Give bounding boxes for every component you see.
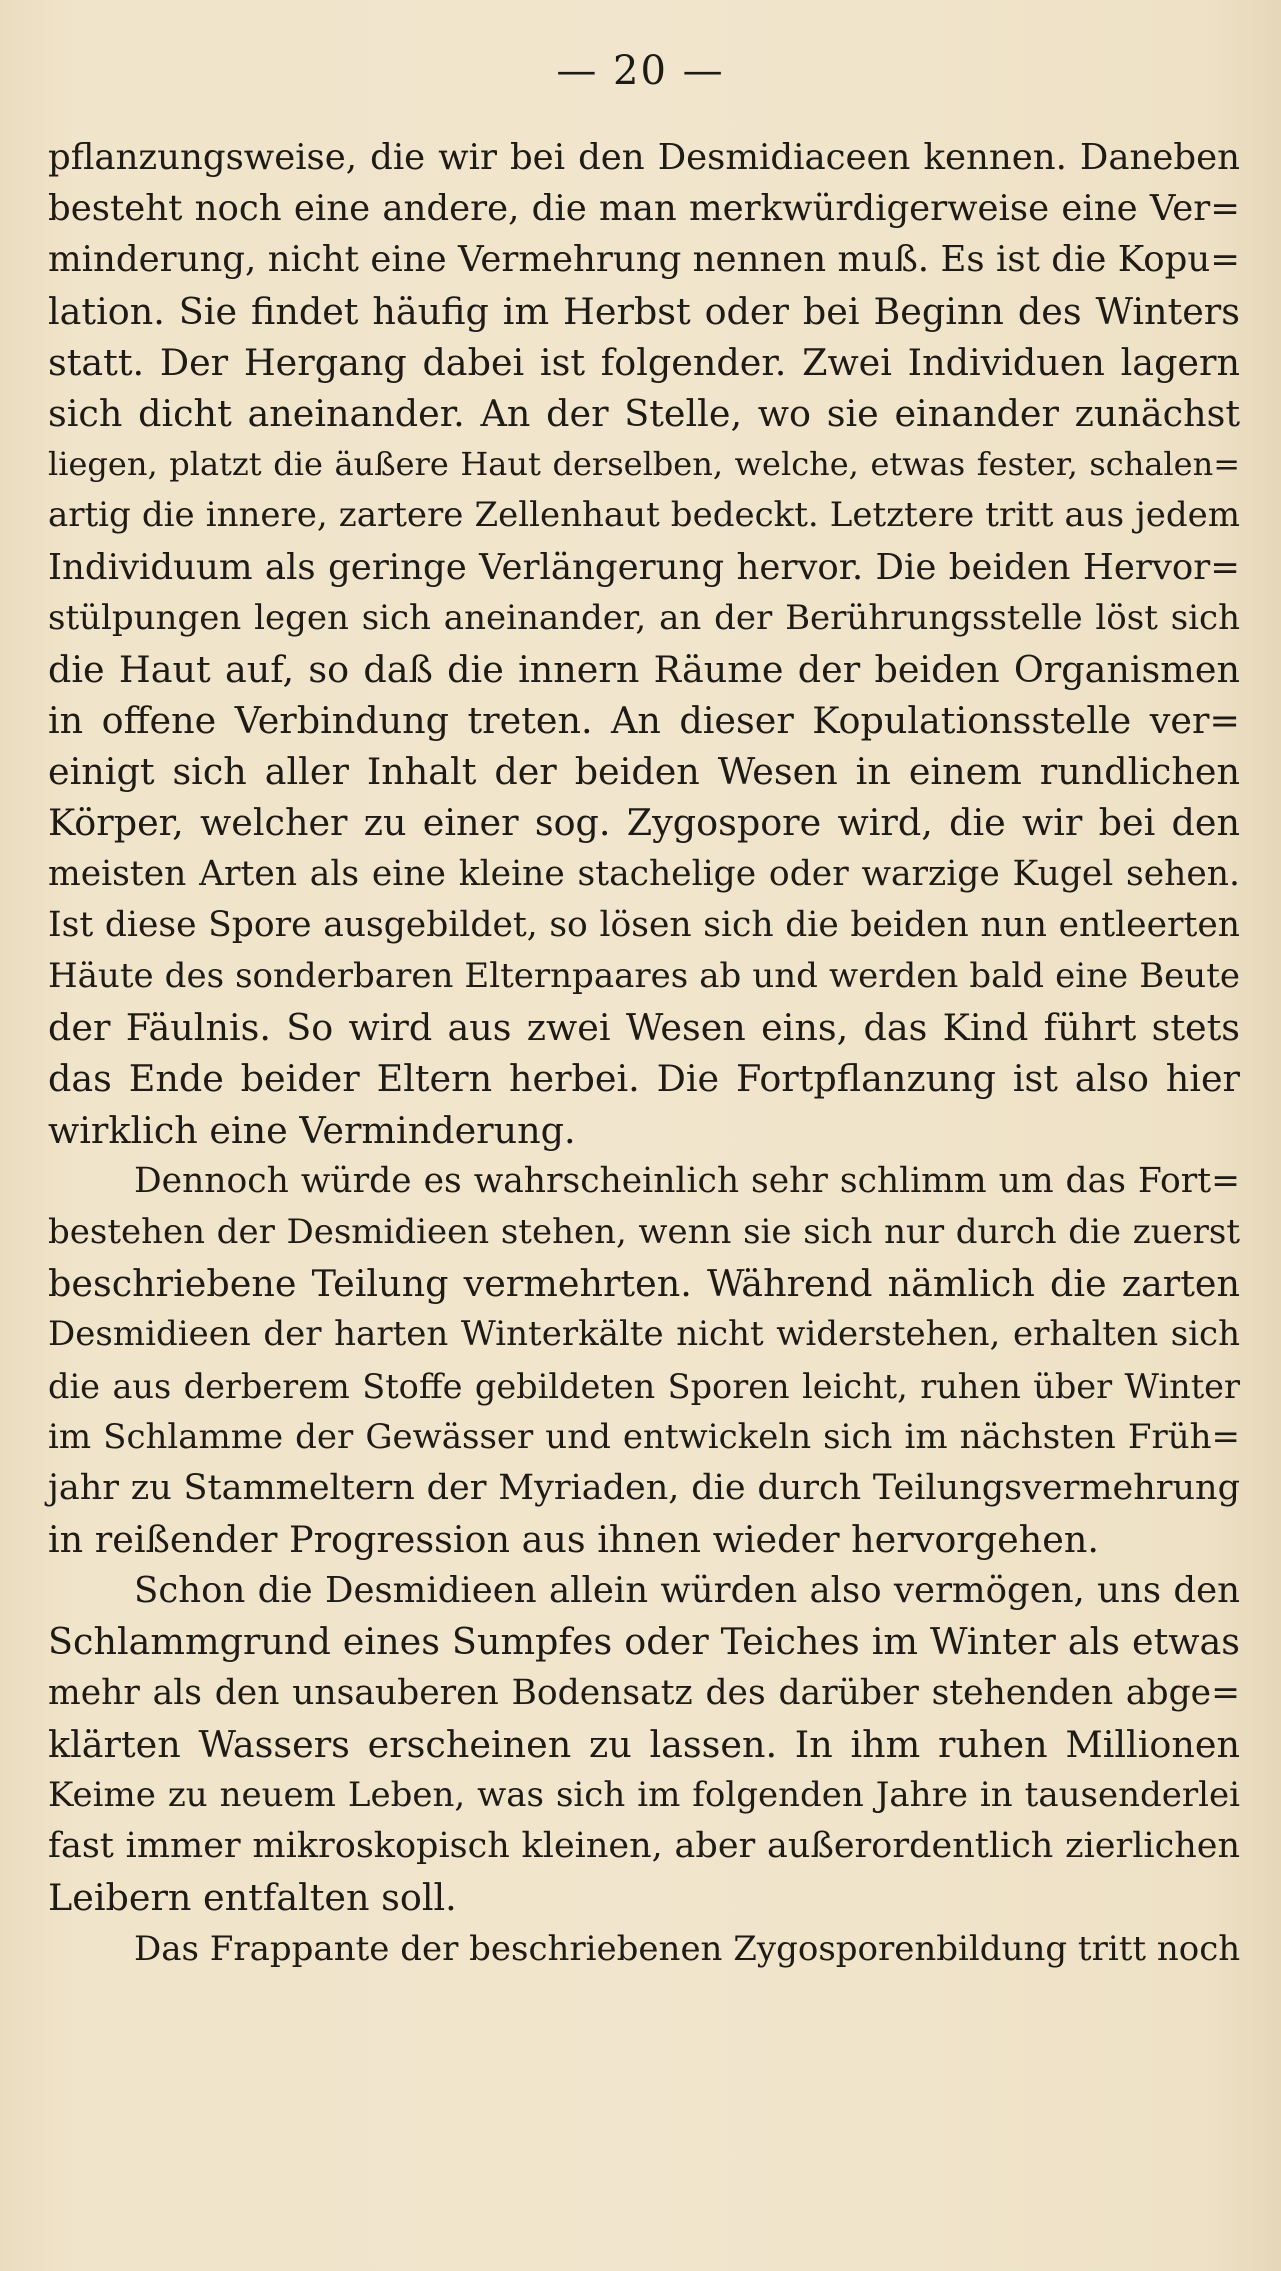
text-line: Ist diese Spore ausgebildet, so lösen sich die beiden nun entleerten — [48, 904, 1240, 945]
text-line: beschriebene Teilung vermehrten. Während nämlich die zarten — [48, 1262, 1240, 1306]
text-line: die Haut auf, so daß die innern Räume der beiden Organismen — [48, 647, 1240, 691]
text-line: lation. Sie findet häufig im Herbst oder bei Beginn des Winters — [48, 289, 1240, 333]
text-line: im Schlamme der Gewässer und entwickeln sich im nächsten Früh= — [48, 1416, 1240, 1457]
text-line: wirklich eine Verminderung. — [48, 1108, 576, 1152]
text-line: bestehen der Desmidieen stehen, wenn sie sich nur durch die zuerst — [48, 1211, 1240, 1252]
text-line: artig die innere, zartere Zellenhaut bedeckt. Letztere tritt aus jedem — [48, 495, 1240, 536]
text-line: sich dicht aneinander. An der Stelle, wo sie einander zunächst — [48, 391, 1240, 435]
text-line: jahr zu Stammeltern der Myriaden, die durch Teilungsvermehrung — [48, 1467, 1240, 1508]
text-line: minderung, nicht eine Vermehrung nennen muß. Es ist die Kopu= — [48, 239, 1240, 281]
text-line: einigt sich aller Inhalt der beiden Wesen in einem rundlichen — [48, 750, 1240, 794]
text-line: Individuum als geringe Verlängerung hervor. Die beiden Hervor= — [48, 546, 1240, 588]
text-line: die aus derberem Stoffe gebildeten Sporen leicht, ruhen über Winter — [48, 1366, 1240, 1406]
text-line: liegen, platzt die äußere Haut derselben, welche, etwas fester, schalen= — [48, 445, 1240, 484]
text-line: Häute des sonderbaren Elternpaares ab und werden bald eine Beute — [48, 956, 1240, 996]
text-line: Körper, welcher zu einer sog. Zygospore wird, die wir bei den — [48, 801, 1240, 845]
text-line: stülpungen legen sich aneinander, an der Berührungsstelle löst sich — [48, 597, 1240, 638]
text-line: pflanzungsweise, die wir bei den Desmidiaceen kennen. Daneben — [48, 137, 1240, 178]
text-line: Keime zu neuem Leben, was sich im folgenden Jahre in tausenderlei — [48, 1775, 1240, 1815]
text-line: in offene Verbindung treten. An dieser Kopulationsstelle ver= — [48, 699, 1240, 743]
text-line: statt. Der Hergang dabei ist folgender. Zwei Individuen lagern — [48, 340, 1240, 384]
text-line: klärten Wassers erscheinen zu lassen. In ihm ruhen Millionen — [48, 1722, 1240, 1766]
text-line: Schon die Desmidieen allein würden also vermögen, uns den — [134, 1570, 1240, 1612]
text-line: Desmidieen der harten Winterkälte nicht widerstehen, erhalten sich — [48, 1314, 1240, 1355]
text-line: Leibern entfalten soll. — [48, 1876, 457, 1920]
text-line: Dennoch würde es wahrscheinlich sehr schlimm um das Fort= — [134, 1160, 1240, 1201]
page-number: — 20 — — [556, 48, 725, 94]
text-line: in reißender Progression aus ihnen wieder hervorgehen. — [48, 1518, 1099, 1562]
text-line: Schlammgrund eines Sumpfes oder Teiches im Winter als etwas — [48, 1620, 1240, 1664]
text-line: meisten Arten als eine kleine stachelige oder warzige Kugel sehen. — [48, 853, 1240, 894]
text-line: das Ende beider Eltern herbei. Die Fortpflanzung ist also hier — [48, 1057, 1240, 1101]
text-line: Das Frappante der beschriebenen Zygosporenbildung tritt noch — [134, 1928, 1241, 1969]
text-line: besteht noch eine andere, die man merkwürdigerweise eine Ver= — [48, 188, 1240, 230]
text-line: der Fäulnis. So wird aus zwei Wesen eins, das Kind führt stets — [48, 1006, 1240, 1050]
body-text — [48, 132, 1240, 1975]
text-line: mehr als den unsauberen Bodensatz des darüber stehenden abge= — [48, 1672, 1240, 1713]
text-line: fast immer mikroskopisch kleinen, aber außerordentlich zierlichen — [48, 1826, 1240, 1867]
